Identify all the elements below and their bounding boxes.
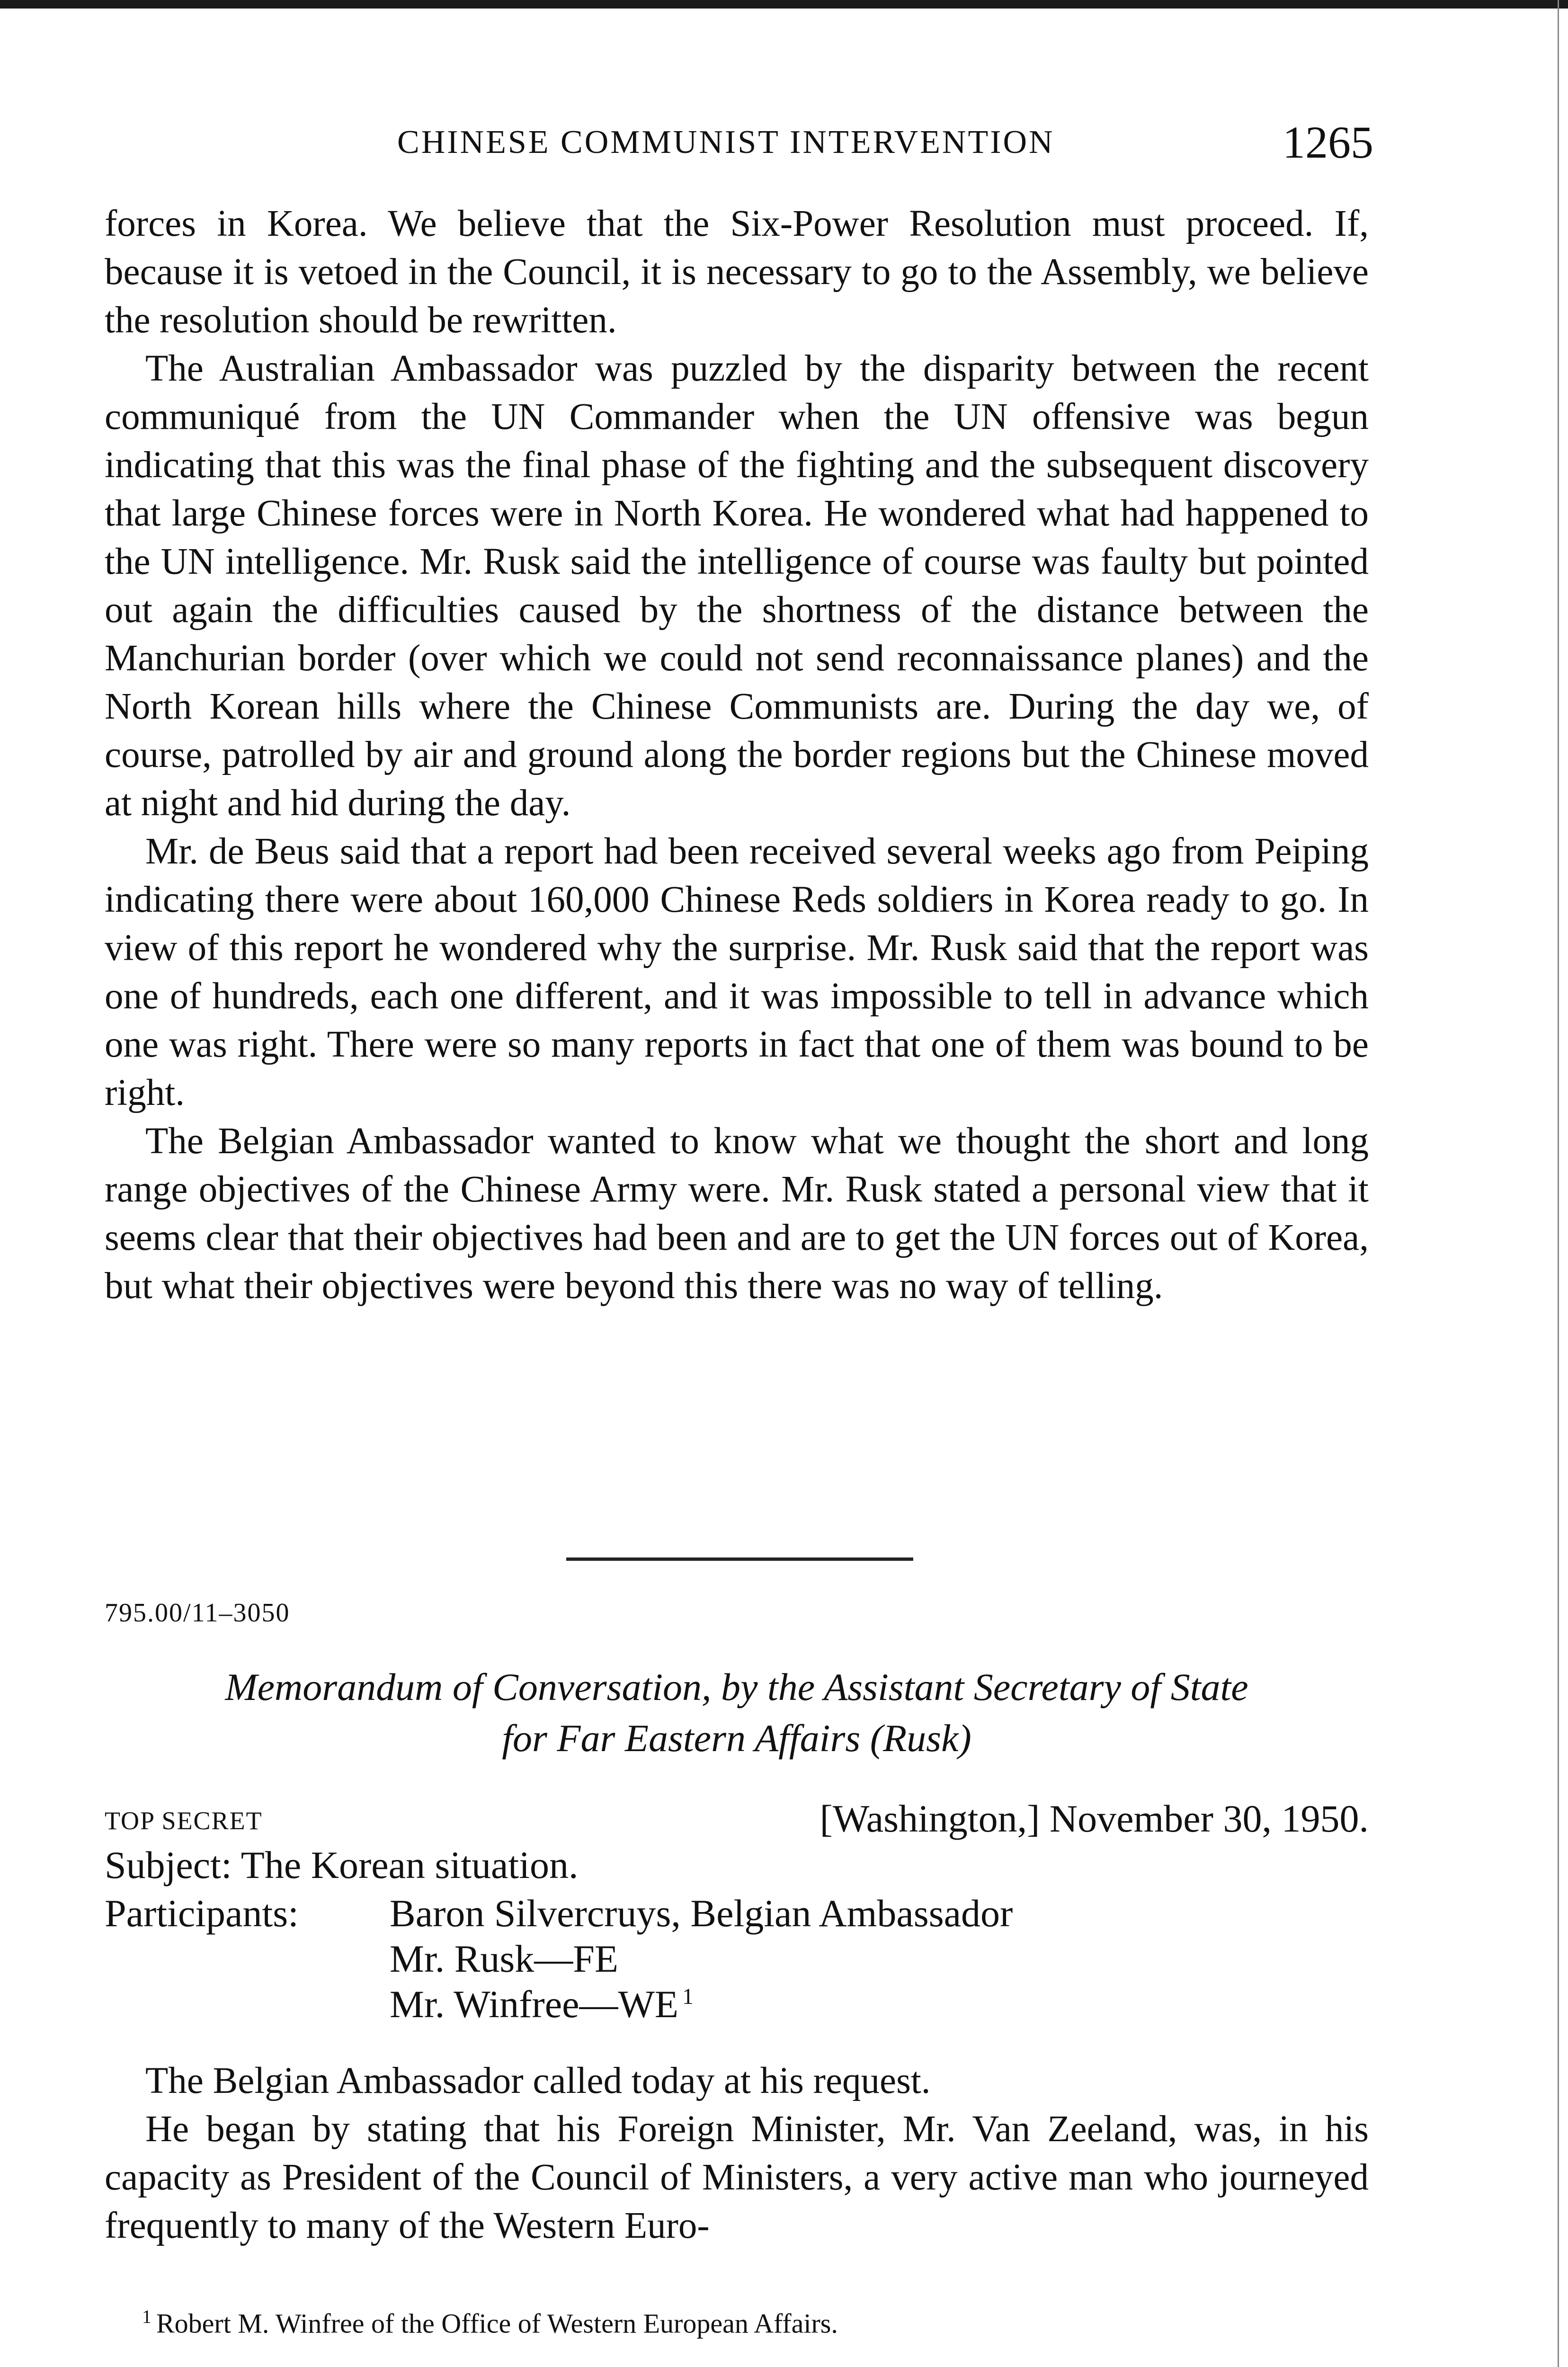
participants-label: Participants: bbox=[105, 1892, 299, 1935]
paragraph: The Australian Ambassador was puzzled by the disparity between the recent communiqué from the UN Commander when the UN offensive was begun indicating that this was the final phase of the fighting and the subsequent discovery that large Chinese forces were in North Korea. He wondered what had happened to the UN intelligence. Mr. Rusk said the intelligence of course was faulty but pointed out again the difficulties caused by the shortness of the distance between the Manchurian border (over which we could not send reconnaissance planes) and the North Korean hills where the Chinese Communists are. During the day we, of course, patrolled by air and ground along the border regions but the Chinese moved at night and hid during the day. bbox=[105, 348, 1369, 824]
footnote-marker: 1 bbox=[142, 2306, 151, 2327]
page-top-edge bbox=[0, 0, 1568, 9]
paragraph: forces in Korea. We believe that the Six-Power Resolution must proceed. If, because it is vetoed in the Council, it is necessary to go to the Assembly, we believe the resolution should be rewritten. bbox=[105, 203, 1369, 341]
page-number: 1265 bbox=[1283, 117, 1373, 168]
memo-body bbox=[105, 2057, 1369, 2250]
memo-title-line: Memorandum of Conversation, by the Assistant Secretary of State bbox=[225, 1665, 1248, 1709]
section-divider bbox=[566, 1557, 913, 1561]
footnote-reference: 1 bbox=[682, 1984, 694, 2009]
footnote bbox=[142, 2305, 838, 2339]
running-header bbox=[105, 116, 1373, 173]
participant bbox=[390, 1982, 694, 2027]
memo-date: [Washington,] November 30, 1950. bbox=[820, 1797, 1369, 1840]
file-number: 795.00/11–3050 bbox=[105, 1598, 290, 1628]
memo-subject: Subject: The Korean situation. bbox=[105, 1843, 579, 1886]
paragraph: The Belgian Ambassador called today at his request. bbox=[145, 2060, 931, 2101]
paragraph: Mr. de Beus said that a report had been received several weeks ago from Peiping indicating there were about 160,000 Chinese Reds soldiers in Korea ready to go. In view of this report he wondered why the surprise. Mr. Rusk said that the report was one of hundreds, each one different, and it was impossible to tell in advance which one was right. There were so many reports in fact that one of them was bound to be right. bbox=[105, 831, 1369, 1113]
running-title: CHINESE COMMUNIST INTERVENTION bbox=[397, 124, 1055, 160]
memo-metadata bbox=[105, 1797, 1369, 2026]
paragraph: The Belgian Ambassador wanted to know what we thought the short and long range objectives of the Chinese Army were. Mr. Rusk stated a personal view that it seems clear that their objectives had been and are to get the UN forces out of Korea, but what their objectives were beyond this there was no way of telling. bbox=[105, 1121, 1369, 1307]
participant-name: Mr. Winfree—WE bbox=[390, 1983, 678, 2026]
memo-title-line: for Far Eastern Affairs (Rusk) bbox=[502, 1717, 971, 1760]
footnote-text: Robert M. Winfree of the Office of Western European Affairs. bbox=[156, 2308, 838, 2339]
classification: TOP SECRET bbox=[105, 1806, 263, 1835]
memo-title bbox=[105, 1662, 1369, 1764]
body-text bbox=[105, 200, 1369, 1310]
participant: Mr. Rusk—FE bbox=[390, 1937, 618, 1980]
page-right-edge bbox=[1558, 0, 1559, 2367]
participant: Baron Silvercruys, Belgian Ambassador bbox=[390, 1892, 1013, 1935]
paragraph: He began by stating that his Foreign Minister, Mr. Van Zeeland, was, in his capacity as President of the Council of Ministers, a very active man who journeyed frequently to many of the Western Euro- bbox=[105, 2109, 1369, 2246]
